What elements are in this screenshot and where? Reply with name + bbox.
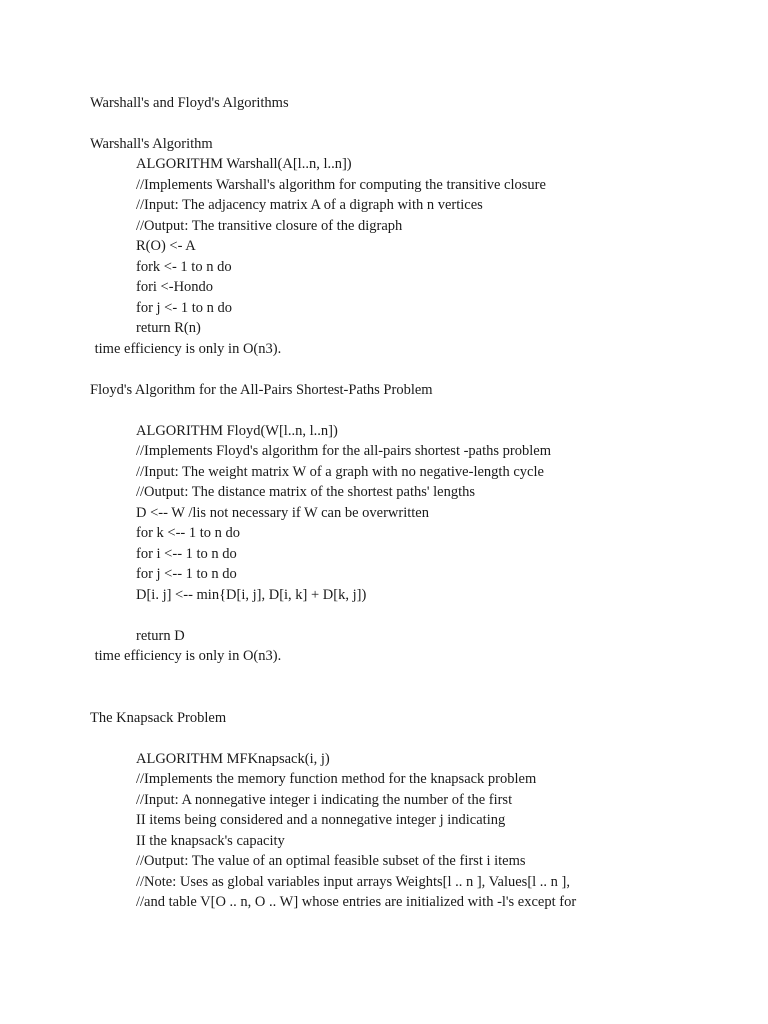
knapsack-heading: The Knapsack Problem <box>90 710 227 726</box>
knapsack-code-line: II items being considered and a nonnegative integer j indicating <box>136 812 506 828</box>
floyd-code-line: D[i. j] <-- min{D[i, j], D[i, k] + D[k, j]) <box>136 587 367 603</box>
knapsack-code-line: //Output: The value of an optimal feasible subset of the first i items <box>136 853 526 869</box>
floyd-heading: Floyd's Algorithm for the All-Pairs Shortest-Paths Problem <box>90 382 433 398</box>
floyd-code-line: D <-- W /lis not necessary if W can be overwritten <box>136 505 429 521</box>
floyd-code-line: //Implements Floyd's algorithm for the all-pairs shortest -paths problem <box>136 443 551 459</box>
knapsack-code-line: //and table V[O .. n, O .. W] whose entries are initialized with -l's except for <box>136 894 577 910</box>
floyd-code-line: ALGORITHM Floyd(W[l..n, l..n]) <box>136 423 338 439</box>
warshall-code-line: //Implements Warshall's algorithm for computing the transitive closure <box>136 177 546 193</box>
warshall-code-line: fori <-Hondo <box>136 279 214 295</box>
warshall-code-line: //Output: The transitive closure of the digraph <box>136 218 403 234</box>
floyd-code-line: for i <-- 1 to n do <box>136 546 237 562</box>
floyd-code-line: for j <-- 1 to n do <box>136 566 237 582</box>
warshall-code-line: for j <- 1 to n do <box>136 300 232 316</box>
warshall-code-line: fork <- 1 to n do <box>136 259 232 275</box>
floyd-code-line: //Output: The distance matrix of the shortest paths' lengths <box>136 484 476 500</box>
floyd-code-line: return D <box>136 628 185 644</box>
warshall-code-line: //Input: The adjacency matrix A of a digraph with n vertices <box>136 197 483 213</box>
document-title: Warshall's and Floyd's Algorithms <box>90 95 289 111</box>
floyd-code-line: for k <-- 1 to n do <box>136 525 241 541</box>
floyd-code-line: //Input: The weight matrix W of a graph with no negative-length cycle <box>136 464 544 480</box>
knapsack-code-line: ALGORITHM MFKnapsack(i, j) <box>136 751 330 767</box>
warshall-code-line: ALGORITHM Warshall(A[l..n, l..n]) <box>136 156 352 172</box>
warshall-code-line: return R(n) <box>136 320 201 336</box>
warshall-efficiency: time efficiency is only in O(n3). <box>91 341 282 357</box>
knapsack-code-line: //Note: Uses as global variables input arrays Weights[l .. n ], Values[l .. n ], <box>136 874 571 890</box>
floyd-efficiency: time efficiency is only in O(n3). <box>91 648 282 664</box>
knapsack-code-line: II the knapsack's capacity <box>136 833 285 849</box>
knapsack-code-line: //Input: A nonnegative integer i indicating the number of the first <box>136 792 513 808</box>
warshall-heading: Warshall's Algorithm <box>90 136 213 152</box>
warshall-code-line: R(O) <- A <box>136 238 196 254</box>
knapsack-code-line: //Implements the memory function method for the knapsack problem <box>136 771 537 787</box>
